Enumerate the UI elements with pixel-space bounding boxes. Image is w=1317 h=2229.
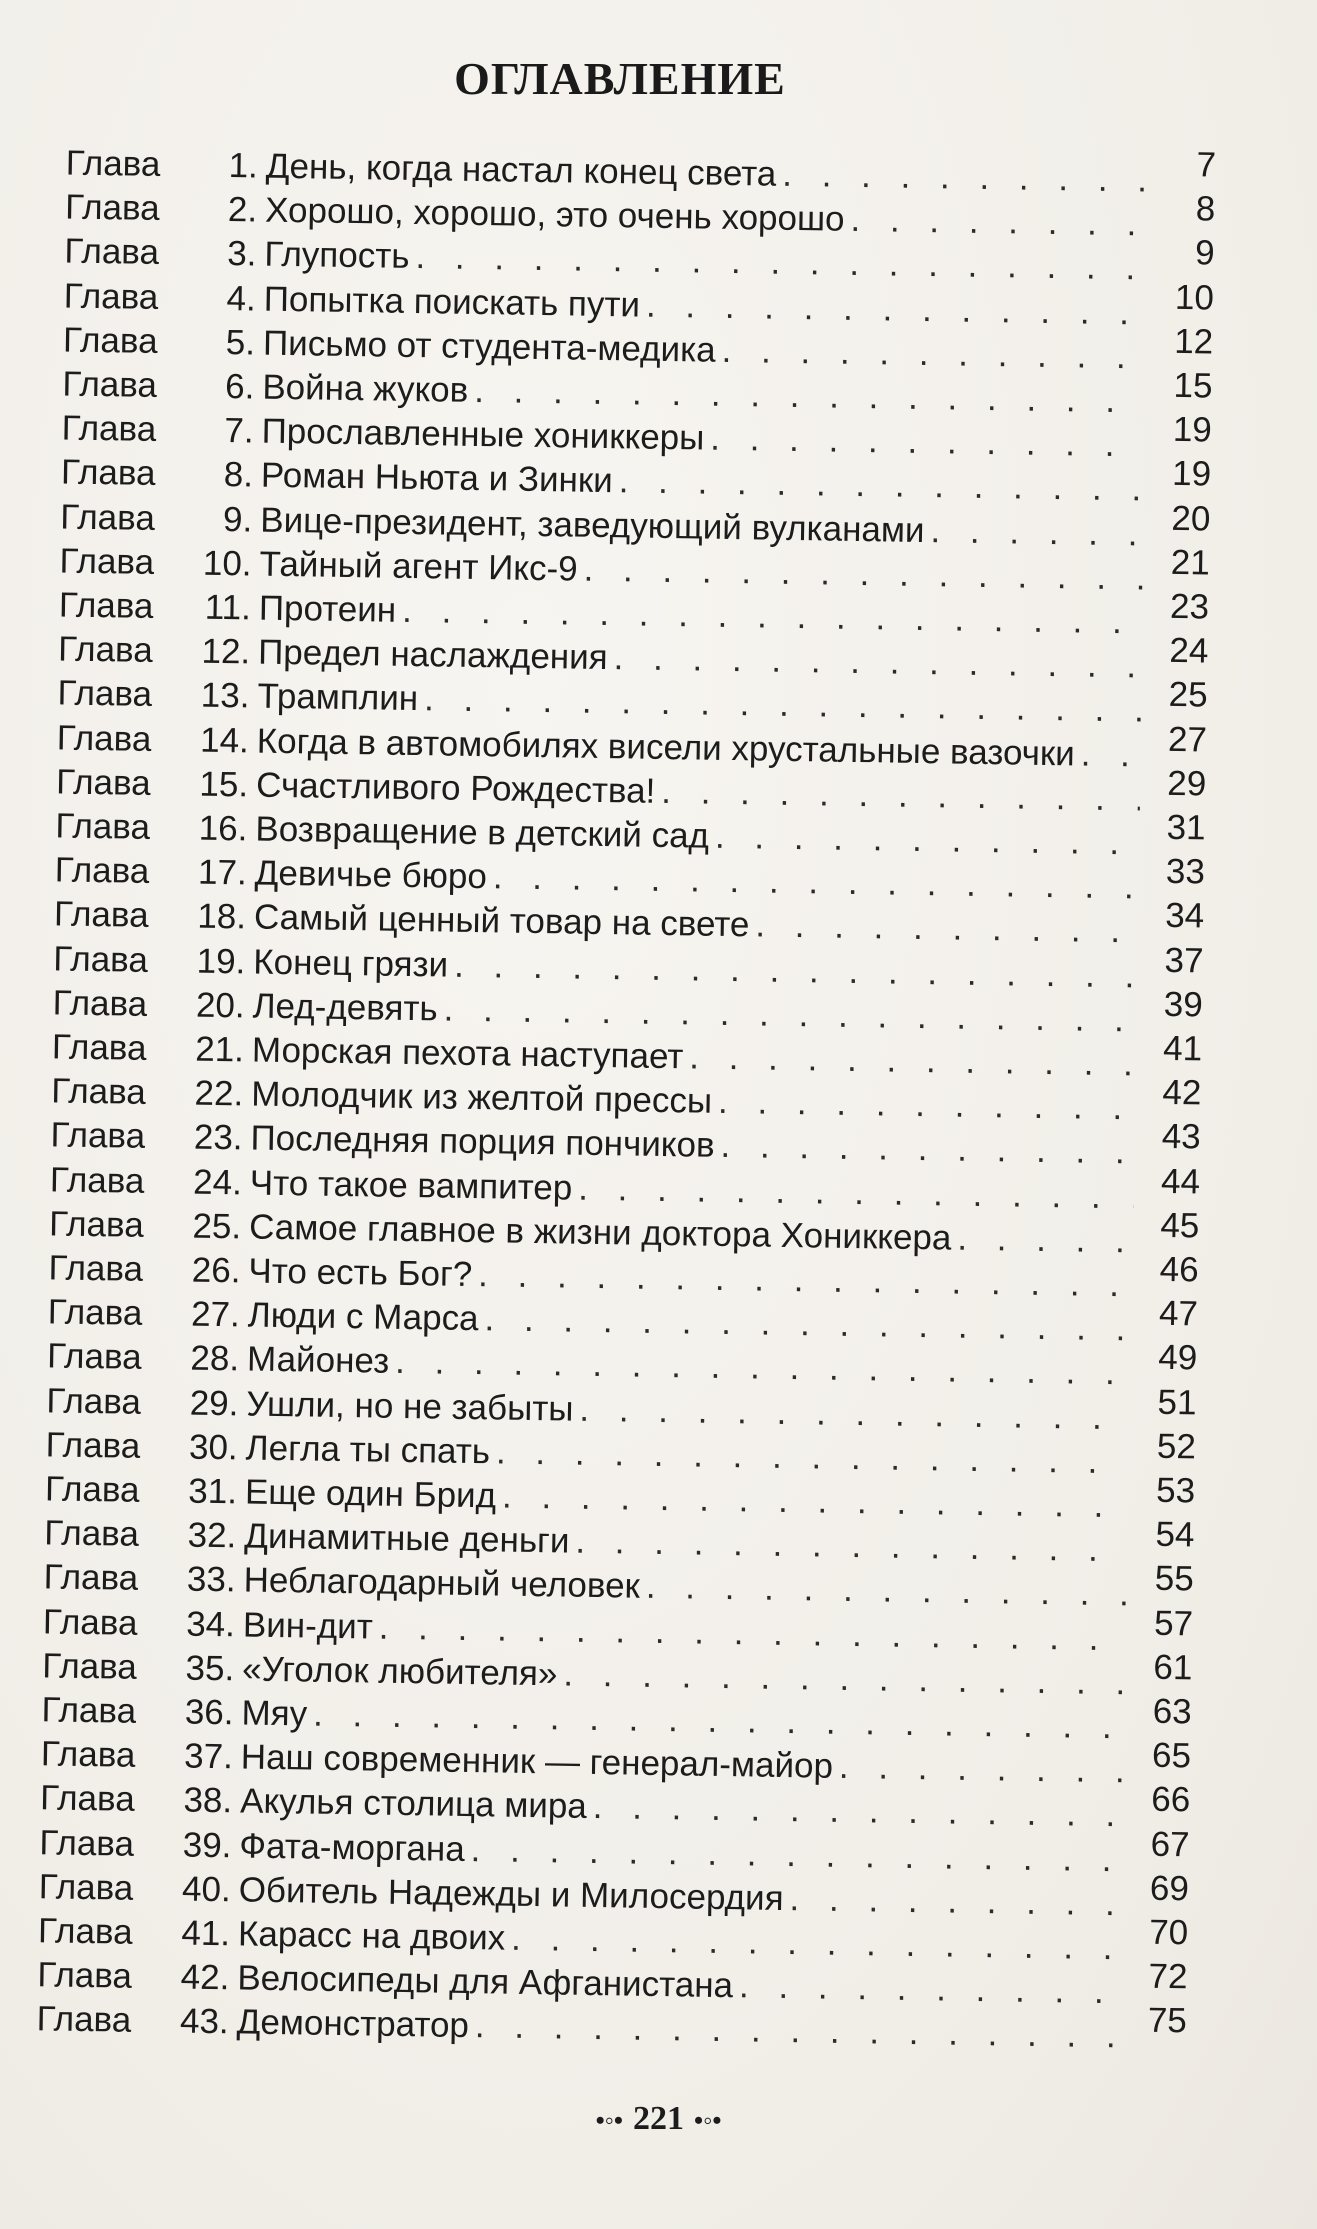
dot-leader [782,153,1150,203]
chapter-title: Протеин [258,588,397,630]
chapter-page-number: 52 [1156,1426,1197,1467]
chapter-number: 8. [223,455,254,495]
chapter-number: 19. [196,941,246,982]
chapter-number: 2. [227,190,258,230]
chapter-word: Глава [61,408,157,450]
chapter-number: 27. [190,1294,241,1335]
chapter-page-number: 66 [1151,1780,1191,1820]
chapter-label [55,804,256,851]
chapter-label [44,1512,245,1559]
chapter-title: Вице-президент, заведующий вулканами [259,500,925,550]
chapter-word: Глава [39,1822,135,1864]
chapter-page-number: 15 [1173,365,1213,406]
chapter-page-number: 37 [1164,940,1204,981]
chapter-title: День, когда настал конец света [265,146,777,194]
chapter-number: 32. [187,1515,237,1556]
chapter-number: 11. [204,587,252,628]
chapter-number: 38. [183,1780,233,1821]
chapter-number: 6. [224,367,255,407]
chapter-label [47,1291,248,1338]
chapter-page-number: 43 [1161,1117,1202,1157]
chapter-word: Глава [52,983,148,1024]
chapter-page-number: 23 [1169,586,1210,627]
chapter-label [41,1732,242,1779]
chapter-label [54,849,255,896]
chapter-word: Глава [41,1646,138,1687]
chapter-number: 33. [186,1559,236,1600]
chapter-number: 31. [188,1471,238,1512]
chapter-word: Глава [48,1204,145,1245]
chapter-label [52,1025,253,1072]
chapter-title: Наш современник — генерал-майор [240,1737,834,1786]
chapter-number: 7. [224,411,254,451]
chapter-word: Глава [50,1071,147,1113]
dot-leader [613,636,1142,688]
chapter-title: Люди с Марса [247,1295,479,1339]
dot-leader [850,198,1149,247]
chapter-label [63,274,264,321]
chapter-title: Молодчик из желтой прессы [250,1074,713,1121]
chapter-number: 34. [185,1604,236,1644]
chapter-number: 9. [222,499,253,540]
chapter-word: Глава [43,1557,139,1599]
chapter-title: Тайный агент Икс-9 [259,544,578,589]
dot-leader [839,1745,1125,1793]
chapter-label [45,1423,246,1470]
chapter-word: Глава [53,938,149,980]
chapter-title: Демонстратор [236,2002,470,2046]
chapter-page-number: 69 [1149,1868,1190,1909]
chapter-title: Война жуков [262,367,469,410]
chapter-number: 29. [189,1383,239,1423]
chapter-word: Глава [49,1159,145,1201]
chapter-number: 43. [179,2001,229,2042]
chapter-page-number: 70 [1148,1912,1189,1953]
chapter-page-number: 47 [1158,1294,1199,1334]
chapter-number: 16. [198,808,248,849]
chapter-label [66,142,267,189]
chapter-number: 25. [192,1206,242,1247]
chapter-number: 12. [201,631,251,672]
chapter-number: 36. [184,1692,234,1733]
chapter-label [43,1556,244,1603]
chapter-title: Когда в автомобилях висели хрустальные вазочки [256,721,1076,774]
chapter-label [60,495,261,542]
chapter-word: Глава [44,1469,140,1510]
chapter-word: Глава [45,1425,141,1466]
chapter-label [64,230,265,277]
chapter-title: Попытка поискать пути [263,279,641,325]
chapter-word: Глава [55,806,151,847]
chapter-title: Лед-девять [252,986,438,1029]
chapter-page-number: 33 [1165,852,1206,892]
chapter-title: Велосипеды для Афганистана [237,1958,734,2006]
chapter-page-number: 19 [1172,410,1213,450]
chapter-page-number: 31 [1166,807,1206,848]
chapter-title: Морская пехота наступает [251,1030,684,1077]
chapter-page-number: 9 [1194,233,1215,273]
chapter-number: 37. [183,1736,234,1777]
chapter-page-number: 55 [1154,1559,1195,1599]
chapter-page-number: 45 [1160,1205,1200,1246]
chapter-page-number: 75 [1147,2001,1188,2041]
dot-leader [720,1124,1135,1174]
dot-leader [718,1080,1136,1131]
chapter-number: 18. [197,897,247,937]
chapter-label [36,1998,237,2045]
chapter-number: 26. [191,1250,241,1291]
dot-leader [715,815,1140,866]
chapter-number: 42. [180,1957,230,1998]
chapter-word: Глава [46,1336,142,1378]
chapter-label [63,318,264,365]
chapter-number: 35. [185,1648,235,1689]
chapter-page-number: 42 [1162,1073,1202,1113]
chapter-label [40,1777,241,1824]
chapter-page-number: 29 [1167,763,1207,804]
chapter-page-number: 44 [1160,1161,1201,1202]
chapter-title: Последняя порция пончиков [250,1118,715,1166]
chapter-title: Неблагодарный человек [243,1560,641,1607]
chapter-word: Глава [40,1734,136,1775]
page-title: ОГЛАВЛЕНИЕ [454,53,786,104]
chapter-label [50,1158,251,1205]
chapter-title: Трамплин [257,676,419,719]
chapter-word: Глава [63,276,159,317]
chapter-word: Глава [62,364,158,405]
chapter-page-number: 27 [1167,719,1208,760]
chapter-word: Глава [48,1248,144,1289]
chapter-label [49,1202,250,1249]
chapter-word: Глава [60,497,156,538]
dot-leader [789,1877,1123,1926]
chapter-page-number: 46 [1159,1249,1199,1290]
page-folio [0,2100,1317,2138]
chapter-label [38,1909,239,1956]
chapter-page-number: 39 [1163,984,1204,1025]
chapter-word: Глава [65,143,161,184]
chapter-title: Конец грязи [253,942,449,985]
chapter-label [50,1114,251,1161]
chapter-word: Глава [64,187,161,229]
chapter-word: Глава [64,231,160,273]
dot-leader [1080,732,1141,777]
chapter-title: Динамитные деньги [244,1516,570,1561]
chapter-label [43,1600,244,1647]
chapter-label [65,186,266,233]
dot-leader [957,1216,1133,1263]
chapter-number: 40. [181,1869,232,1910]
chapter-word: Глава [59,541,155,582]
chapter-label [45,1467,246,1514]
chapter-label [57,672,258,719]
folio-ornament-left: •◦• [595,2106,623,2136]
chapter-word: Глава [54,850,150,892]
chapter-number: 13. [200,676,250,716]
chapter-title: Прославленные хониккеры [261,411,705,458]
chapter-word: Глава [50,1115,146,1157]
chapter-page-number: 10 [1174,277,1215,318]
dot-leader [721,329,1147,380]
chapter-page-number: 49 [1157,1338,1198,1378]
chapter-number: 1. [228,146,259,186]
chapter-page-number: 25 [1168,675,1208,715]
chapter-page-number: 19 [1171,454,1212,494]
dot-leader [689,1035,1136,1086]
dot-leader [930,509,1144,556]
chapter-label [56,760,257,807]
chapter-title: Ушли, но не забыты [246,1384,574,1429]
chapter-title: Хорошо, хорошо, это очень хорошо [264,190,845,239]
chapter-title: Легла ты спать [245,1428,491,1472]
chapter-number: 39. [182,1825,232,1865]
chapter-page-number: 72 [1148,1956,1188,1997]
chapter-title: Роман Ньюта и Зинки [260,455,614,501]
chapter-number: 3. [226,234,257,274]
chapter-title: Обитель Надежды и Милосердия [238,1870,784,1918]
chapter-word: Глава [57,673,153,715]
chapter-page-number: 67 [1150,1824,1190,1864]
chapter-title: Предел наслаждения [257,632,608,678]
chapter-label [46,1379,247,1426]
chapter-page-number: 20 [1171,498,1211,539]
chapter-number: 4. [226,278,257,319]
dot-leader [618,460,1145,512]
chapter-label [62,362,263,409]
chapter-page-number: 54 [1155,1514,1195,1555]
chapter-word: Глава [58,585,154,626]
chapter-page-number: 24 [1169,631,1209,671]
chapter-number: 41. [181,1913,231,1954]
chapter-word: Глава [42,1601,138,1643]
chapter-word: Глава [39,1778,136,1820]
chapter-word: Глава [60,452,156,494]
chapter-page-number: 51 [1157,1382,1197,1423]
chapter-number: 15. [199,764,249,805]
chapter-page-number: 57 [1153,1603,1194,1643]
chapter-label [51,1070,252,1117]
chapter-title: Девичье бюро [254,853,488,897]
chapter-title: Счастливого Рождества! [255,765,656,811]
chapter-number: 22. [194,1073,244,1114]
chapter-word: Глава [38,1867,134,1908]
dot-leader [646,283,1148,335]
chapter-label [59,539,260,586]
chapter-number: 5. [225,322,256,363]
dot-leader [739,1964,1122,2014]
chapter-word: Глава [37,1955,133,1996]
dot-leader [661,770,1140,822]
chapter-word: Глава [46,1380,142,1422]
chapter-number: 17. [197,852,248,893]
chapter-word: Глава [53,894,149,936]
chapter-number: 30. [188,1427,239,1468]
chapter-word: Глава [44,1513,140,1555]
chapter-label [47,1335,248,1382]
chapter-title: Фата-моргана [239,1826,466,1869]
chapter-label [53,937,254,984]
chapter-label [52,981,253,1028]
chapter-page-number: 65 [1151,1735,1192,1776]
chapter-page-number: 53 [1155,1470,1196,1511]
chapter-page-number: 41 [1162,1028,1203,1069]
chapter-title: Мяу [241,1693,308,1734]
chapter-page-number: 61 [1153,1647,1193,1688]
folio-ornament-right: •◦• [694,2106,722,2136]
chapter-page-number: 63 [1152,1691,1192,1732]
chapter-title: Акулья столица мира [239,1781,588,1827]
chapter-label [39,1821,240,1868]
chapter-number: 10. [202,543,252,584]
chapter-page-number: 7 [1196,145,1217,185]
chapter-title: Что есть Бог? [248,1251,473,1295]
dot-leader [475,2005,1121,2059]
chapter-label [41,1688,242,1735]
chapter-number: 20. [195,985,245,1026]
chapter-label [48,1246,249,1293]
chapter-word: Глава [55,762,151,803]
chapter-title: «Уголок любителя» [241,1649,558,1694]
chapter-label [61,451,262,498]
chapter-label [54,893,255,940]
chapter-word: Глава [47,1292,143,1334]
chapter-label [37,1953,238,2000]
chapter-word: Глава [56,718,152,759]
chapter-label [58,628,259,675]
chapter-word: Глава [36,1999,132,2041]
dot-leader [710,417,1146,468]
chapter-number: 21. [195,1029,245,1070]
chapter-title: Возвращение в детский сад [255,809,710,856]
chapter-number: 14. [199,720,250,761]
chapter-number: 28. [190,1338,240,1379]
chapter-page-number: 8 [1195,189,1216,229]
chapter-word: Глава [62,320,158,361]
chapter-title: Майонез [246,1339,390,1382]
chapter-word: Глава [41,1690,137,1731]
table-of-contents [0,141,1317,2061]
chapter-title: Карасс на двоих [237,1914,506,1958]
chapter-page-number: 21 [1170,542,1211,583]
chapter-word: Глава [51,1027,147,1068]
chapter-label [38,1865,239,1912]
dot-leader [646,1565,1128,1617]
chapter-number: 24. [192,1162,243,1202]
chapter-word: Глава [57,629,154,671]
chapter-page-number: 12 [1173,321,1214,362]
chapter-page-number: 34 [1164,896,1205,936]
chapter-title: Письмо от студента-медика [262,323,716,370]
chapter-title: Что такое вампитер [249,1163,573,1208]
chapter-label [56,716,257,763]
chapter-title: Вин-дит [242,1605,374,1647]
chapter-title: Еще один Брид [244,1472,497,1516]
chapter-label [61,407,262,454]
chapter-number: 23. [193,1118,243,1158]
chapter-title: Самый ценный товар на свете [253,897,750,945]
page-number: 221 [633,2100,684,2137]
chapter-label [42,1644,243,1691]
chapter-title: Глупость [264,235,410,277]
dot-leader [755,904,1138,954]
chapter-label [59,583,260,630]
chapter-word: Глава [37,1911,133,1952]
chapter-title: Самое главное в жизни доктора Хониккера [248,1207,952,1258]
